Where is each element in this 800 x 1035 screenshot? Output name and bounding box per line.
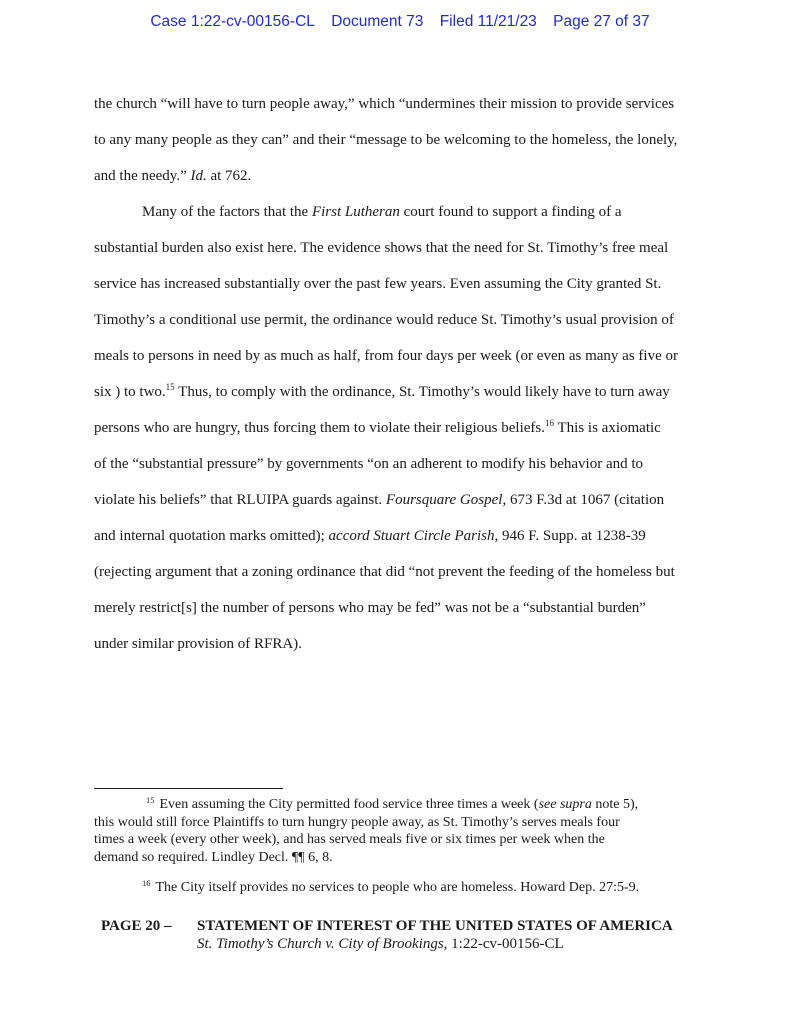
citation-id: Id.	[190, 168, 207, 184]
body-line: six ) to two.$^{15}$ Thus, to comply with the ordinance, St. Timothy’s would likely have to turn away	[94, 382, 670, 400]
document-number: Document 73	[331, 13, 424, 30]
body-line: the church “will have to turn people away,” which “undermines their mission to provide services	[94, 96, 675, 112]
page-number: Page 27 of 37	[553, 13, 650, 30]
footnote-15: $^{15}$ Even assuming the City permitted food service three times a week (see supra note 5), this would still force Plaintiffs to turn hungry people away, as St. Timothy’s serves meals four times a week (every other week), and has served meals five or six times per week when the demand so required. Lindley Decl. ¶¶ 6, 8.	[94, 796, 714, 866]
footnote-ref-15[interactable]: 15	[165, 382, 175, 392]
footnote-16: $^{16}$ The City itself provides no services to people who are homeless. Howard Dep. 27:5-9.	[142, 878, 640, 895]
footer-title: STATEMENT OF INTEREST OF THE UNITED STATES OF AMERICA	[197, 918, 673, 934]
case-name-foursquare: Foursquare Gospel	[385, 492, 503, 508]
footer-page-label: PAGE 20 –	[101, 918, 172, 934]
footnote-line: times a week (every other week), and has served meals five or six times per week when the	[94, 832, 605, 847]
footnote-line: this would still force Plaintiffs to turn hungry people away, as St. Timothy’s serves meals four	[94, 814, 620, 830]
footnote-divider	[94, 788, 283, 789]
body-line: and the needy.” Id. at 762.	[94, 168, 252, 184]
case-name-stuart-circle: accord Stuart Circle Parish	[328, 528, 495, 544]
body-line: substantial burden also exist here. The evidence shows that the need for St. Timothy’s free meal	[94, 240, 669, 256]
footnote-number: 16	[142, 878, 151, 888]
footer-caption: St. Timothy’s Church v. City of Brookings, 1:22-cv-00156-CL	[197, 936, 564, 952]
case-number: Case 1:22-cv-00156-CL	[150, 13, 315, 30]
body-text	[94, 86, 709, 662]
footnote-number: 15	[146, 795, 155, 805]
case-header	[0, 13, 800, 31]
body-line: and internal quotation marks omitted); accord Stuart Circle Parish, 946 F. Supp. at 1238-39	[94, 528, 646, 544]
page-footer	[101, 917, 721, 953]
footnotes	[94, 796, 714, 897]
body-line: persons who are hungry, thus forcing them to violate their religious beliefs.$^{16}$ This is axiomatic	[94, 418, 661, 436]
footnote-line: demand so required. Lindley Decl. ¶¶ 6, 8.	[94, 849, 333, 865]
body-line: (rejecting argument that a zoning ordinance that did “not prevent the feeding of the homeless but	[94, 564, 675, 580]
body-line: under similar provision of RFRA).	[94, 636, 302, 652]
footnote-ref-16[interactable]: 16	[545, 418, 555, 428]
body-line: Timothy’s a conditional use permit, the ordinance would reduce St. Timothy’s usual provision of	[94, 312, 674, 328]
paragraph-start: Many of the factors that the First Lutheran court found to support a finding of a	[142, 204, 622, 220]
body-line: to any many people as they can” and their “message to be welcoming to the homeless, the lonely,	[94, 132, 678, 148]
case-name-first-lutheran: First Lutheran	[311, 204, 400, 220]
body-line: meals to persons in need by as much as half, from four days per week (or even as many as five or	[94, 348, 678, 364]
filed-date: Filed 11/21/23	[439, 13, 537, 30]
body-line: violate his beliefs” that RLUIPA guards against. Foursquare Gospel, 673 F.3d at 1067 (citation	[94, 492, 665, 508]
body-line: of the “substantial pressure” by governments “on an adherent to modify his behavior and to	[94, 456, 644, 472]
body-line: service has increased substantially over the past few years. Even assuming the City granted St.	[94, 276, 662, 292]
body-line: merely restrict[s] the number of persons who may be fed” was not be a “substantial burden”	[94, 600, 646, 616]
